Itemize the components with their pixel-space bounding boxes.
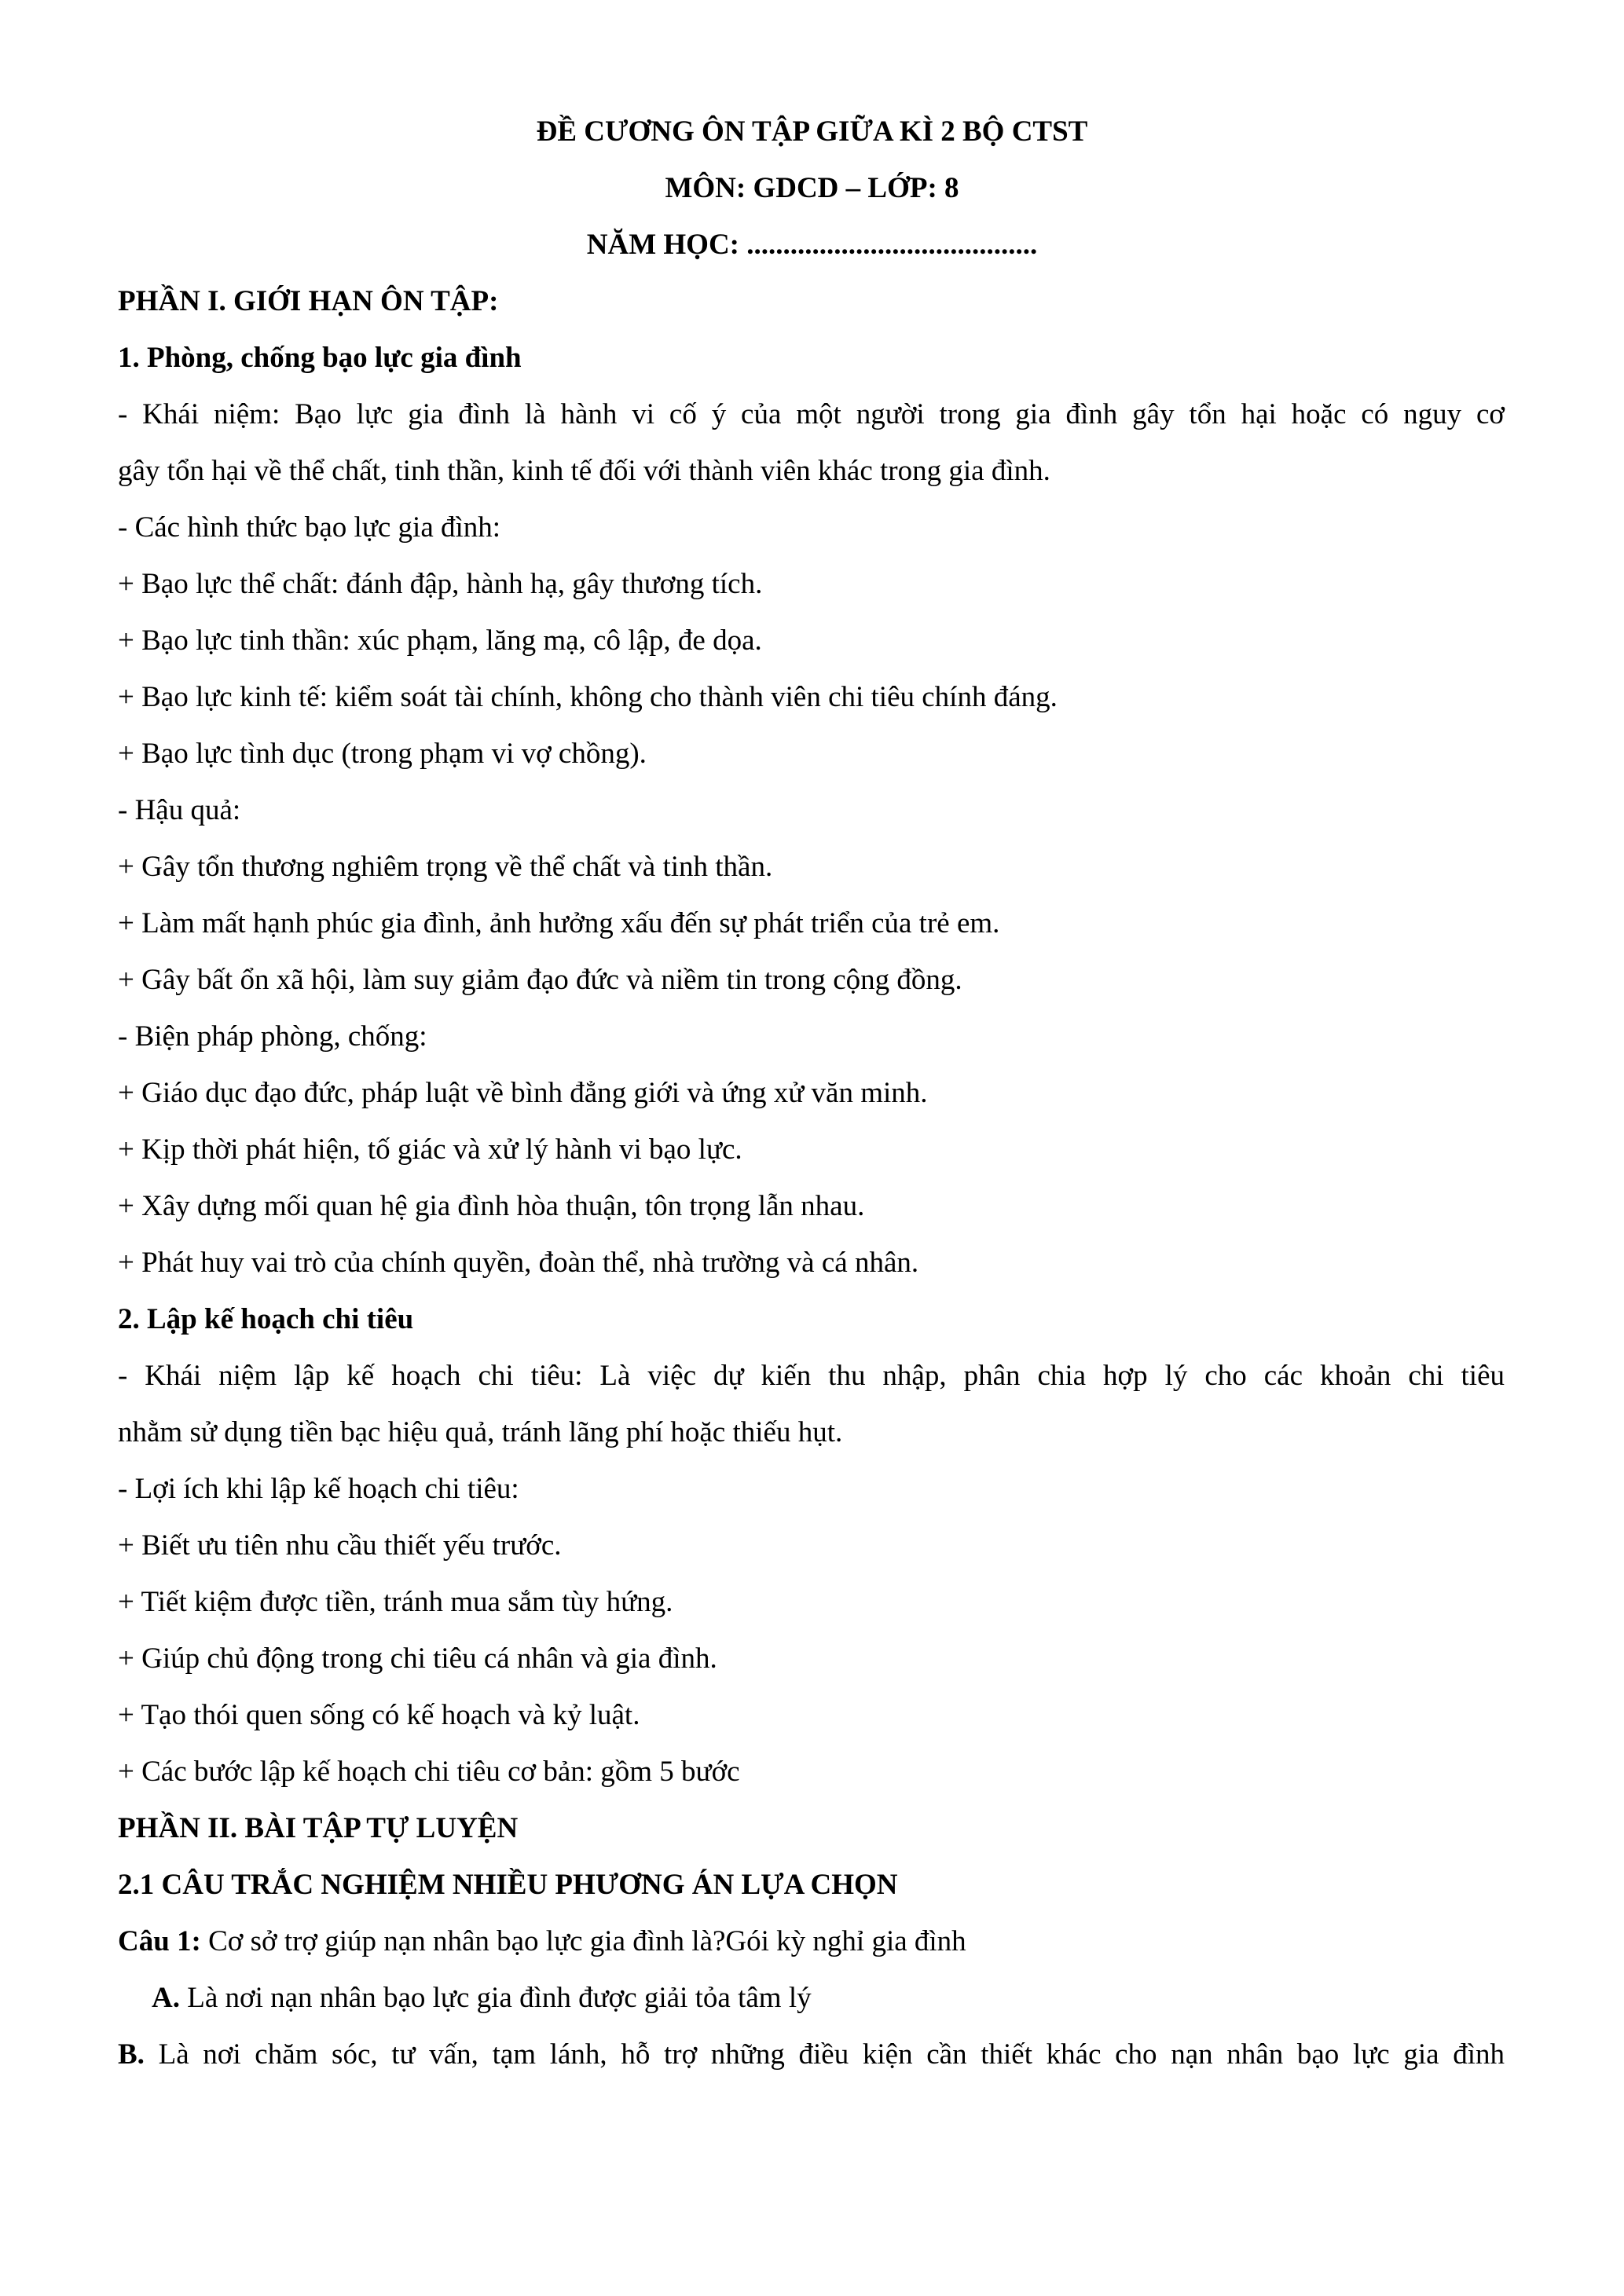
list-item: + Giáo dục đạo đức, pháp luật về bình đẳng giới và ứng xử văn minh. <box>118 1077 928 1109</box>
list-item: + Bạo lực kinh tế: kiểm soát tài chính, không cho thành viên chi tiêu chính đáng. <box>118 681 1058 713</box>
list-item: + Biết ưu tiên nhu cầu thiết yếu trước. <box>118 1529 562 1562</box>
question-1-option-b <box>118 2038 1505 2072</box>
document-subject: MÔN: GDCD – LỚP: 8 <box>665 172 959 204</box>
list-item: + Bạo lực thể chất: đánh đập, hành hạ, gây thương tích. <box>118 568 763 600</box>
section2-concept-line2: nhằm sử dụng tiền bạc hiệu quả, tránh lãng phí hoặc thiếu hụt. <box>118 1416 843 1448</box>
part1-heading: PHẦN I. GIỚI HẠN ÔN TẬP: <box>118 285 499 317</box>
document-title: ĐỀ CƯƠNG ÔN TẬP GIỮA KÌ 2 BỘ CTST <box>536 115 1088 148</box>
section1-heading: 1. Phòng, chống bạo lực gia đình <box>118 342 522 374</box>
part2-heading: PHẦN II. BÀI TẬP TỰ LUYỆN <box>118 1812 519 1844</box>
list-item: + Tạo thói quen sống có kế hoạch và kỷ luật. <box>118 1699 640 1731</box>
question-1 <box>118 1924 966 1959</box>
list-item: + Bạo lực tinh thần: xúc phạm, lăng mạ, cô lập, đe dọa. <box>118 624 762 657</box>
option-a-text: Là nơi nạn nhân bạo lực gia đình được giải tỏa tâm lý <box>179 1982 812 2014</box>
question-1-text: Cơ sở trợ giúp nạn nhân bạo lực gia đình là?Gói kỳ nghỉ gia đình <box>200 1925 966 1957</box>
measures-heading: - Biện pháp phòng, chống: <box>118 1020 427 1053</box>
list-item: + Kịp thời phát hiện, tố giác và xử lý hành vi bạo lực. <box>118 1133 742 1166</box>
list-item: + Gây bất ổn xã hội, làm suy giảm đạo đức và niềm tin trong cộng đồng. <box>118 964 962 996</box>
list-item: + Phát huy vai trò của chính quyền, đoàn thể, nhà trường và cá nhân. <box>118 1247 919 1279</box>
part2-subheading: 2.1 CÂU TRẮC NGHIỆM NHIỀU PHƯƠNG ÁN LỰA CHỌN <box>118 1869 898 1901</box>
list-item: + Gây tổn thương nghiêm trọng về thể chất và tinh thần. <box>118 851 773 883</box>
option-b-text: Là nơi chăm sóc, tư vấn, tạm lánh, hỗ trợ những điều kiện cần thiết khác cho nạn nhân bạo lực gia đình <box>144 2038 1505 2071</box>
list-item: + Xây dựng mối quan hệ gia đình hòa thuận, tôn trọng lẫn nhau. <box>118 1190 865 1222</box>
section2-heading: 2. Lập kế hoạch chi tiêu <box>118 1303 414 1335</box>
question-1-label: Câu 1: <box>118 1925 201 1957</box>
consequences-heading: - Hậu quả: <box>118 794 241 826</box>
list-item: + Bạo lực tình dục (trong phạm vi vợ chồng). <box>118 738 647 770</box>
option-a-label: A. <box>152 1982 180 2014</box>
forms-heading: - Các hình thức bạo lực gia đình: <box>118 511 501 544</box>
section2-concept-line1: - Khái niệm lập kế hoạch chi tiêu: Là việc dự kiến thu nhập, phân chia hợp lý cho các khoản chi tiêu <box>118 1360 1505 1392</box>
list-item: + Tiết kiệm được tiền, tránh mua sắm tùy hứng. <box>118 1586 673 1618</box>
list-item: + Các bước lập kế hoạch chi tiêu cơ bản: gồm 5 bước <box>118 1756 740 1788</box>
list-item: + Giúp chủ động trong chi tiêu cá nhân và gia đình. <box>118 1642 717 1675</box>
document-school-year: NĂM HỌC: ........................................ <box>586 229 1038 261</box>
section1-concept-line2: gây tổn hại về thể chất, tinh thần, kinh tế đối với thành viên khác trong gia đình. <box>118 455 1050 487</box>
benefits-heading: - Lợi ích khi lập kế hoạch chi tiêu: <box>118 1473 519 1505</box>
section1-concept-line1: - Khái niệm: Bạo lực gia đình là hành vi cố ý của một người trong gia đình gây tổn hại hoặc có nguy cơ <box>118 398 1505 430</box>
question-1-option-a <box>152 1981 812 2016</box>
list-item: + Làm mất hạnh phúc gia đình, ảnh hưởng xấu đến sự phát triển của trẻ em. <box>118 907 1000 939</box>
option-b-label: B. <box>118 2038 145 2071</box>
